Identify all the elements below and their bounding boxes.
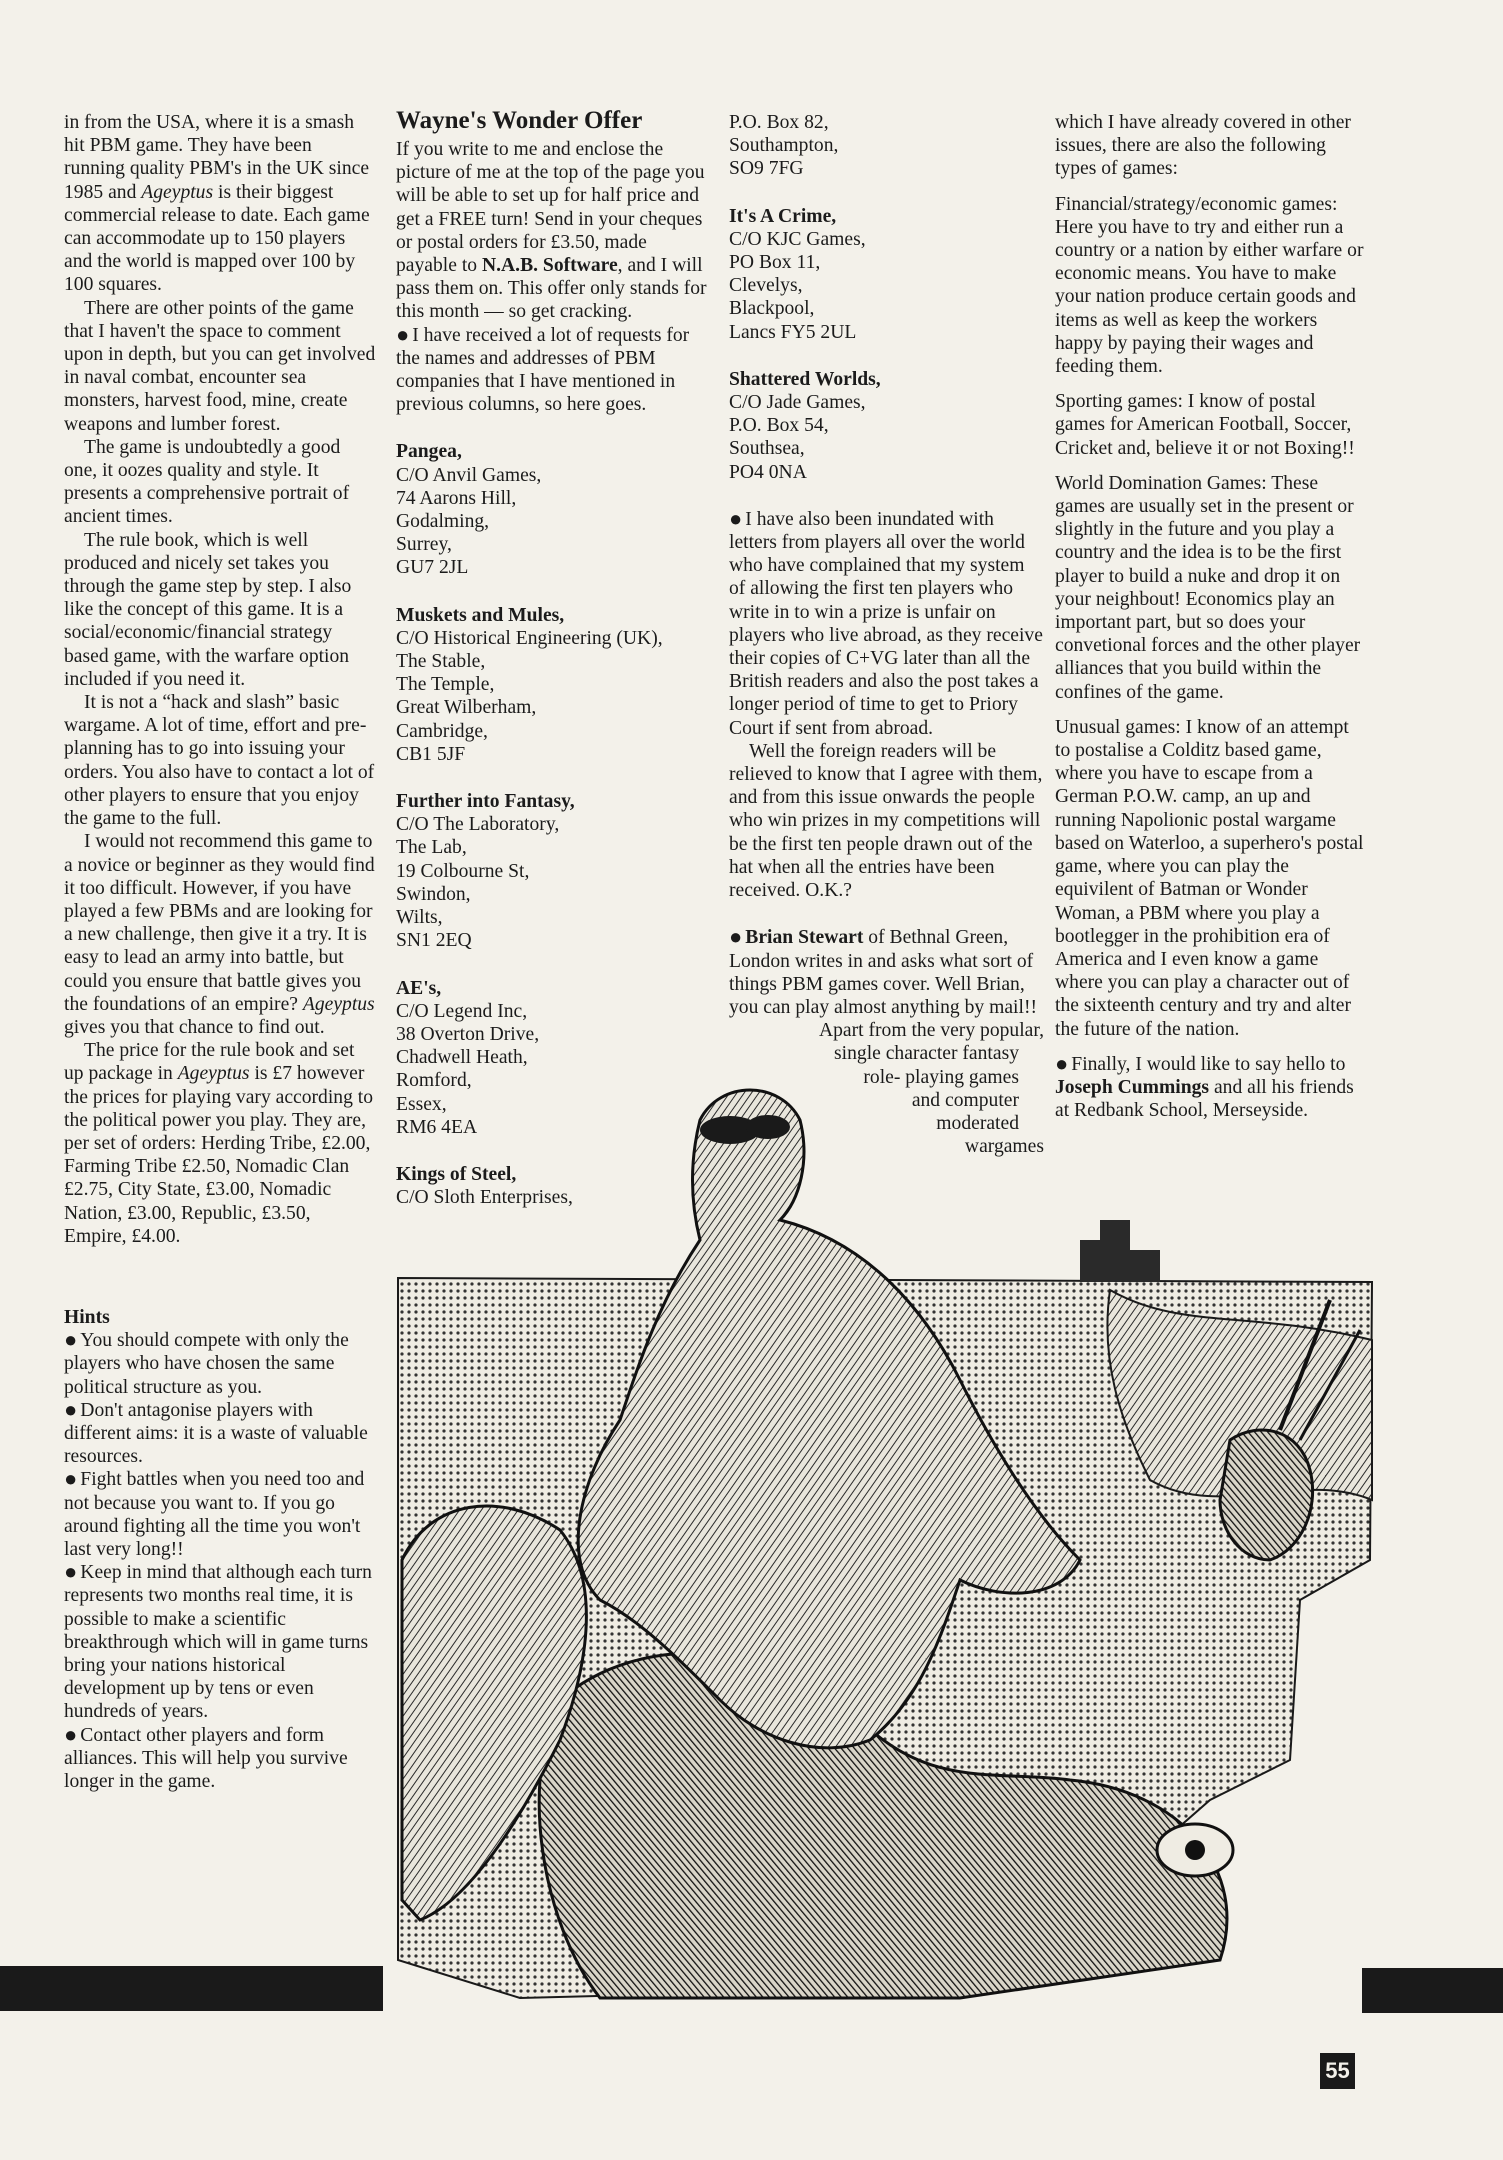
paragraph: The price for the rule book and set up package in Ageyptus is £7 however the prices for playing vary according to the political power you play. They are, per set of orders: Herding Tribe, £2.00, Farming Tribe £2.50, Nomadic Clan £2.75, City State, £3.00, Nomadic Nation, £3.00, Republic, £3.50, Empire, £4.00. <box>64 1040 374 1247</box>
address-line: RM6 4EA <box>396 1116 478 1138</box>
address-line: CB1 5JF <box>396 743 466 765</box>
address-line: Blackpool, <box>729 298 815 320</box>
company-name: It's A Crime, <box>729 205 837 227</box>
address-line: Romford, <box>396 1070 472 1092</box>
address-block <box>729 205 1044 344</box>
hint-item: ● Fight battles when you need too and not because you want to. If you go around fighting all the time you won't last very long!! <box>64 1466 365 1560</box>
address-line: GU7 2JL <box>396 557 469 579</box>
text-line: and computer <box>911 1089 1019 1111</box>
apart-from-text <box>729 1019 1044 1158</box>
sporting-games: Sporting games: I know of postal games for American Football, Soccer, Cricket and, believe it or not Boxing!! <box>1055 391 1355 459</box>
world-domination-games: World Domination Games: These games are usually set in the present or slightly in the future and you play a country and the idea is to be the first player to build a nuke and drop it on your neighbout! Economics play an important part, but so does your convetional forces and the other player alliances that you build within the confines of the game. <box>1055 472 1361 703</box>
address-line: PO4 0NA <box>729 461 807 483</box>
ageyptus-intro: in from the USA, where it is a smash hit PBM game. They have been running quality PBM's in the UK since 1985 and Ageyptus is their biggest commercial release to date. Each game can accommodate up to 150 players and the world is mapped over 100 by 100 squares. <box>64 112 370 296</box>
text-line: wargames <box>964 1136 1044 1158</box>
company-name: Shattered Worlds, <box>729 368 881 390</box>
address-line: C/O Historical Engineering (UK), <box>396 627 663 649</box>
address-block <box>396 977 708 1139</box>
column-1 <box>64 111 376 1793</box>
column-3 <box>729 111 1044 1158</box>
text-line: moderated <box>936 1112 1019 1134</box>
requests-text: ● I have received a lot of requests for the names and addresses of PBM companies that I have mentioned in previous columns, so here goes. <box>396 321 690 416</box>
bullet-icon: ● <box>64 1396 78 1422</box>
address-line: 19 Colbourne St, <box>396 860 530 882</box>
bottom-bar-left <box>0 1966 383 2011</box>
address-line: Wilts, <box>396 907 443 929</box>
address-line: PO Box 11, <box>729 252 821 274</box>
paragraph: The game is undoubtedly a good one, it oozes quality and style. It presents a comprehensive portrait of ancient times. <box>64 436 350 528</box>
paragraph: The rule book, which is well produced and nicely set takes you through the game step by step. I also like the concept of this game. It is a social/economic/financial strategy based game, with the warfare option included if you need it. <box>64 529 352 690</box>
distant-buildings <box>1080 1220 1160 1282</box>
address-line: The Lab, <box>396 837 467 859</box>
company-name: Kings of Steel, <box>396 1163 517 1185</box>
address-line: Swindon, <box>396 883 471 905</box>
hint-item: ● Contact other players and form alliances. This will help you survive longer in the game. <box>64 1721 348 1793</box>
bullet-icon: ● <box>64 1466 78 1492</box>
address-line: Lancs FY5 2UL <box>729 321 857 343</box>
bullet-icon: ● <box>729 924 743 950</box>
address-line: Surrey, <box>396 534 452 556</box>
address-line: C/O Sloth Enterprises, <box>396 1187 573 1209</box>
company-name: AE's, <box>396 977 442 999</box>
bottom-bar-right <box>1362 1968 1503 2013</box>
hint-item: ● Keep in mind that although each turn represents two months real time, it is possible to make a scientific breakthrough which will in game turns bring your nations historical development up by tens or even hundreds of years. <box>64 1559 372 1723</box>
address-line: P.O. Box 82, <box>729 112 829 133</box>
address-line: Godalming, <box>396 511 490 533</box>
address-line: Cambridge, <box>396 720 488 742</box>
address-line: The Temple, <box>396 674 495 696</box>
unusual-games: Unusual games: I know of an attempt to postalise a Colditz based game, where you have to escape from a German P.O.W. camp, an up and running Napolionic postal wargame based on Waterloo, a superhero's postal game, where you can play the equivilent of Batman or Wonder Woman, a PBM where you play a bootlegger in the prohibition era of America and I even know a game where you can play a character out of the sixteenth century and try and alter the future of the nation. <box>1055 716 1364 1040</box>
company-name: Further into Fantasy, <box>396 791 575 813</box>
address-block <box>396 604 708 766</box>
address-line: C/O The Laboratory, <box>396 814 560 836</box>
hints-heading: Hints <box>64 1306 110 1328</box>
address-block <box>396 1163 708 1209</box>
company-name: Muskets and Mules, <box>396 604 565 626</box>
company-name: Pangea, <box>396 441 462 463</box>
foreign-readers-text: Well the foreign readers will be relieved to know that I agree with them, and from this issue onwards the people who win prizes in my competitions will be the first ten people drawn out of the hat when all the entries have been received. O.K.? <box>729 740 1043 902</box>
text-line: Apart from the very popular, <box>818 1020 1044 1042</box>
address-block <box>396 440 708 579</box>
text-line: role- playing games <box>863 1066 1019 1088</box>
address-line: C/O Jade Games, <box>729 392 866 414</box>
finally-text: ● Finally, I would like to say hello to Joseph Cummings and all his friends at Redbank School, Merseyside. <box>1055 1050 1354 1122</box>
address-line: 74 Aarons Hill, <box>396 487 517 509</box>
address-line: C/O Legend Inc, <box>396 1000 528 1022</box>
brian-letter: ● Brian Stewart of Bethnal Green, London writes in and asks what sort of things PBM games cover. Well Brian, you can play almost anything by mail!! <box>729 924 1037 1018</box>
paragraph: which I have already covered in other issues, there are also the following types of games: <box>1055 112 1351 180</box>
address-block <box>729 368 1044 484</box>
address-line: Clevelys, <box>729 275 803 297</box>
inundated-text: ● I have also been inundated with letters from players all over the world who have complained that my system of allowing the first ten players who write in to win a prize is unfair on players who live abroad, as they receive their copies of C+VG later than all the British readers and also the post takes a longer period of time to get to Priory Court if sent from abroad. <box>729 505 1043 739</box>
address-line: 38 Overton Drive, <box>396 1023 540 1045</box>
address-line: SN1 2EQ <box>396 930 472 952</box>
address-line: C/O Anvil Games, <box>396 464 542 486</box>
address-line: Southsea, <box>729 438 805 460</box>
address-line: Essex, <box>396 1093 447 1115</box>
paragraph: It is not a “hack and slash” basic wargame. A lot of time, effort and pre-planning has to go into issuing your orders. You also have to contact a lot of other players to ensure that you enjoy the game to the full. <box>64 692 375 830</box>
hint-item: ● Don't antagonise players with different aims: it is a waste of valuable resources. <box>64 1396 368 1468</box>
address-line: P.O. Box 54, <box>729 415 829 437</box>
financial-games: Financial/strategy/economic games: Here you have to try and either run a country or a nation by either warfare or economic means. You have to make your nation produce certain goods and items as well as keep the workers happy by paying their wages and feeding them. <box>1055 193 1364 378</box>
paragraph: There are other points of the game that I haven't the space to comment upon in depth, but you can get involved in naval combat, encounter sea monsters, harvest food, mine, create weapons and lumber forest. <box>64 297 376 435</box>
offer-text: If you write to me and enclose the picture of me at the top of the page you will be able to set up for half price and get a FREE turn! Send in your cheques or postal orders for £3.50, made payable to N.A.B. Software, and I will pass them on. This offer only stands for this month — so get cracking. <box>396 139 707 323</box>
address-line: C/O KJC Games, <box>729 228 866 250</box>
column-2 <box>396 107 708 1209</box>
address-line: The Stable, <box>396 651 486 673</box>
bullet-icon: ● <box>729 505 743 531</box>
address-line: SO9 7FG <box>729 158 804 180</box>
address-block <box>396 790 708 952</box>
bullet-icon: ● <box>1055 1050 1069 1076</box>
hint-item: ● You should compete with only the players who have chosen the same political structure as you. <box>64 1327 349 1398</box>
address-line: Chadwell Heath, <box>396 1047 528 1069</box>
page-number: 55 <box>1320 2053 1355 2089</box>
bullet-icon: ● <box>64 1327 78 1353</box>
bullet-icon: ● <box>396 321 410 347</box>
paragraph: I would not recommend this game to a novice or beginner as they would find it too difficult. However, if you have played a few PBMs and are looking for a new challenge, then give it a try. It is easy to lead an army into battle, but could you ensure that battle gives you the foundations of an empire? Ageyptus gives you that chance to find out. <box>64 831 375 1038</box>
address-line: Southampton, <box>729 135 839 157</box>
bullet-icon: ● <box>64 1721 78 1747</box>
bullet-icon: ● <box>64 1559 78 1585</box>
address-line: Great Wilberham, <box>396 697 537 719</box>
column-4 <box>1055 111 1365 1122</box>
offer-heading: Wayne's Wonder Offer <box>396 107 643 134</box>
text-line: single character fantasy <box>834 1043 1019 1065</box>
